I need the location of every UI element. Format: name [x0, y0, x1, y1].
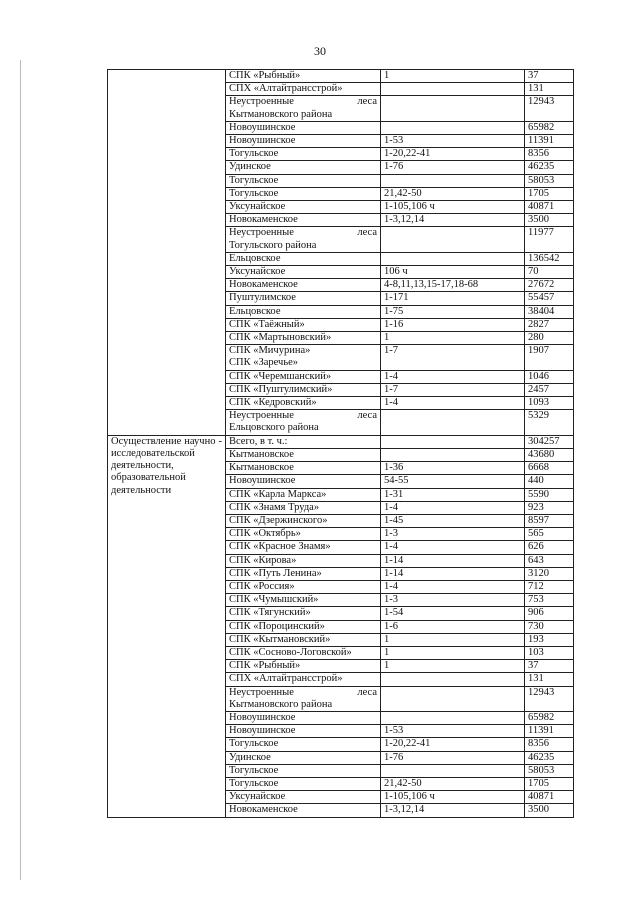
quarters-cell: 1-3 — [381, 528, 525, 541]
forestry-name-cell — [226, 397, 381, 410]
forestry-name-cell — [226, 161, 381, 174]
forestry-name-line2: Кытмановского района — [229, 108, 333, 120]
quarters-cell — [381, 686, 525, 711]
quarters-cell — [381, 764, 525, 777]
area-cell: 5329 — [525, 410, 574, 435]
forestry-name: Новоушинское — [229, 711, 296, 723]
area-cell: 2457 — [525, 383, 574, 396]
forestry-name: Новоушинское — [229, 121, 296, 133]
forestry-name: СПК «Знамя Труда» — [229, 501, 320, 513]
area-cell: 923 — [525, 501, 574, 514]
forestry-name-cell — [226, 410, 381, 435]
forestry-name-cell — [226, 214, 381, 227]
quarters-cell: 1 — [381, 660, 525, 673]
quarters-cell: 1-53 — [381, 725, 525, 738]
forestry-name-cell — [226, 580, 381, 593]
forestry-name: Удинское — [229, 751, 271, 763]
quarters-cell — [381, 448, 525, 461]
area-cell: 2827 — [525, 318, 574, 331]
forestry-name: Новокаменское — [229, 279, 298, 291]
forestry-name-cell — [226, 70, 381, 83]
area-cell: 565 — [525, 528, 574, 541]
quarters-cell: 1 — [381, 332, 525, 345]
forestry-name-cell — [226, 594, 381, 607]
quarters-cell: 1-14 — [381, 567, 525, 580]
forestry-name: Новокаменское — [229, 214, 298, 226]
area-cell: 40871 — [525, 791, 574, 804]
area-cell: 136542 — [525, 252, 574, 265]
quarters-cell: 1-4 — [381, 501, 525, 514]
forestry-name: СПК «Рыбный» — [229, 70, 301, 81]
forestry-name-cell — [226, 514, 381, 527]
quarters-cell: 1-3,12,14 — [381, 804, 525, 817]
forestry-name: Новоушинское — [229, 725, 296, 737]
area-cell: 8356 — [525, 148, 574, 161]
quarters-cell: 1-105,106 ч — [381, 791, 525, 804]
quarters-cell: 1 — [381, 633, 525, 646]
forestry-name-cell — [226, 711, 381, 724]
quarters-cell — [381, 252, 525, 265]
area-cell: 131 — [525, 83, 574, 96]
forestry-name: Уксунайское — [229, 791, 286, 803]
quarters-cell: 1-7 — [381, 383, 525, 396]
forestry-name-cell — [226, 738, 381, 751]
forestry-name-cell — [226, 633, 381, 646]
area-cell: 40871 — [525, 201, 574, 214]
forestry-name-line2: Кытмановского района — [229, 698, 333, 710]
forestry-name-cell — [226, 777, 381, 790]
quarters-cell: 54-55 — [381, 475, 525, 488]
quarters-cell: 1-76 — [381, 161, 525, 174]
forestry-name: Уксунайское — [229, 266, 286, 278]
forestry-name-cell — [226, 751, 381, 764]
forestry-name: Неустроенные леса — [229, 96, 377, 108]
forestry-name: Кытмановское — [229, 462, 294, 474]
forestry-name-cell — [226, 345, 381, 370]
forestry-name: Тогульское — [229, 777, 279, 789]
area-cell: 5590 — [525, 488, 574, 501]
area-cell: 37 — [525, 70, 574, 83]
forestry-name: СПК «Мичурина» — [229, 345, 311, 357]
forestry-name: СПК «Пороцинский» — [229, 620, 325, 632]
forestry-name-cell — [226, 764, 381, 777]
area-cell: 6668 — [525, 462, 574, 475]
forestry-name-cell — [226, 567, 381, 580]
quarters-cell: 1-7 — [381, 345, 525, 370]
forestry-name-cell — [226, 332, 381, 345]
forestry-name-cell — [226, 252, 381, 265]
area-cell: 193 — [525, 633, 574, 646]
quarters-cell: 1-54 — [381, 607, 525, 620]
quarters-cell — [381, 121, 525, 134]
table-row — [108, 70, 574, 83]
forestry-name-cell — [226, 383, 381, 396]
forestry-name: Новоушинское — [229, 135, 296, 147]
forestry-name-cell — [226, 292, 381, 305]
area-cell: 8597 — [525, 514, 574, 527]
forestry-name-cell — [226, 227, 381, 252]
quarters-cell — [381, 96, 525, 121]
forestry-name-cell — [226, 554, 381, 567]
forestry-name-cell — [226, 791, 381, 804]
area-cell: 1046 — [525, 370, 574, 383]
area-cell: 3500 — [525, 804, 574, 817]
area-cell: 643 — [525, 554, 574, 567]
area-cell: 3500 — [525, 214, 574, 227]
forestry-name-cell — [226, 620, 381, 633]
area-cell: 70 — [525, 266, 574, 279]
quarters-cell: 1 — [381, 646, 525, 659]
quarters-cell: 1-20,22-41 — [381, 148, 525, 161]
quarters-cell — [381, 711, 525, 724]
forestry-name-cell — [226, 279, 381, 292]
quarters-cell: 1-3 — [381, 594, 525, 607]
forestry-name-cell — [226, 435, 381, 448]
forestry-name-cell — [226, 370, 381, 383]
forestry-name: Неустроенные леса — [229, 410, 377, 422]
quarters-cell: 1-4 — [381, 397, 525, 410]
quarters-cell: 1-53 — [381, 135, 525, 148]
forestry-name: СПК «Мартыновский» — [229, 332, 332, 344]
forestry-name: Ельцовское — [229, 252, 281, 264]
purpose-cell — [108, 70, 226, 436]
forestry-name: Всего, в т. ч.: — [229, 435, 288, 447]
quarters-cell: 106 ч — [381, 266, 525, 279]
forestry-name-cell — [226, 725, 381, 738]
quarters-cell: 1-31 — [381, 488, 525, 501]
area-cell: 753 — [525, 594, 574, 607]
quarters-cell: 1-75 — [381, 305, 525, 318]
forestry-name-cell — [226, 96, 381, 121]
forestry-name-cell — [226, 187, 381, 200]
forestry-name-cell — [226, 804, 381, 817]
area-cell: 58053 — [525, 174, 574, 187]
area-cell: 65982 — [525, 121, 574, 134]
forestry-name-cell — [226, 135, 381, 148]
forestry-name-cell — [226, 174, 381, 187]
forestry-name: СПК «Красное Знамя» — [229, 541, 331, 553]
forestry-name: Пуштулимское — [229, 292, 296, 304]
forestry-name-cell — [226, 541, 381, 554]
forestry-name: СПК «Октябрь» — [229, 528, 301, 540]
table-row — [108, 435, 574, 448]
quarters-cell: 1-76 — [381, 751, 525, 764]
forestry-name: Тогульское — [229, 148, 279, 160]
forestry-name: Неустроенные леса — [229, 686, 377, 698]
forestry-name-cell — [226, 475, 381, 488]
forestry-name-cell — [226, 501, 381, 514]
quarters-cell: 1-4 — [381, 541, 525, 554]
forestry-name: Тогульское — [229, 764, 279, 776]
forestry-name-cell — [226, 318, 381, 331]
area-cell: 626 — [525, 541, 574, 554]
forestry-name-cell — [226, 121, 381, 134]
forestry-name-cell — [226, 673, 381, 686]
purpose-cell: Осуществление научно - исследовательской деятельности, образовательной деятельности — [108, 435, 226, 817]
forest-registry-table — [107, 69, 574, 818]
forestry-name: СПК «Кедровский» — [229, 397, 317, 409]
area-cell: 43680 — [525, 448, 574, 461]
area-cell: 11391 — [525, 725, 574, 738]
area-cell: 58053 — [525, 764, 574, 777]
forestry-name: СПХ «Алтайтрансстрой» — [229, 83, 343, 95]
area-cell: 131 — [525, 673, 574, 686]
forestry-name: Тогульское — [229, 174, 279, 186]
quarters-cell: 1-4 — [381, 370, 525, 383]
forestry-name: СПК «Пуштулимский» — [229, 383, 333, 395]
quarters-cell: 1 — [381, 70, 525, 83]
area-cell: 65982 — [525, 711, 574, 724]
forestry-name: СПК «Кытмановский» — [229, 633, 331, 645]
forestry-name-cell — [226, 266, 381, 279]
forestry-name: Кытмановское — [229, 448, 294, 460]
forestry-name: Уксунайское — [229, 201, 286, 213]
forestry-name: Новоушинское — [229, 475, 296, 487]
area-cell: 1907 — [525, 345, 574, 370]
quarters-cell: 1-14 — [381, 554, 525, 567]
forestry-name-cell — [226, 686, 381, 711]
forestry-name-cell — [226, 462, 381, 475]
area-cell: 906 — [525, 607, 574, 620]
area-cell: 12943 — [525, 686, 574, 711]
forestry-name: Ельцовское — [229, 305, 281, 317]
forestry-name-line2: Ельцовского района — [229, 422, 319, 434]
quarters-cell — [381, 410, 525, 435]
quarters-cell: 1-45 — [381, 514, 525, 527]
area-cell: 55457 — [525, 292, 574, 305]
area-cell: 730 — [525, 620, 574, 633]
forestry-name-cell — [226, 488, 381, 501]
quarters-cell — [381, 83, 525, 96]
forestry-name-cell — [226, 305, 381, 318]
forestry-name: СПК «Дзержинского» — [229, 514, 328, 526]
registry-body — [108, 70, 574, 818]
quarters-cell: 1-36 — [381, 462, 525, 475]
forestry-name-cell — [226, 83, 381, 96]
area-cell: 1093 — [525, 397, 574, 410]
forestry-name: Неустроенные леса — [229, 227, 377, 239]
quarters-cell: 21,42-50 — [381, 777, 525, 790]
area-cell: 440 — [525, 475, 574, 488]
area-cell: 304257 — [525, 435, 574, 448]
quarters-cell — [381, 174, 525, 187]
forestry-name-cell — [226, 148, 381, 161]
quarters-cell — [381, 435, 525, 448]
forestry-name-cell — [226, 660, 381, 673]
forestry-name-cell — [226, 448, 381, 461]
area-cell: 712 — [525, 580, 574, 593]
area-cell: 38404 — [525, 305, 574, 318]
forestry-name: СПК «Путь Ленина» — [229, 567, 322, 579]
forestry-name-cell — [226, 607, 381, 620]
page-number: 30 — [314, 44, 326, 58]
forestry-name-line2: СПК «Заречье» — [229, 357, 299, 369]
forestry-name: Удинское — [229, 161, 271, 173]
forestry-name: Новокаменское — [229, 804, 298, 816]
area-cell: 280 — [525, 332, 574, 345]
area-cell: 46235 — [525, 751, 574, 764]
quarters-cell — [381, 227, 525, 252]
area-cell: 27672 — [525, 279, 574, 292]
quarters-cell: 21,42-50 — [381, 187, 525, 200]
forestry-name: СПК «Таёжный» — [229, 318, 305, 330]
forestry-name-line2: Тогульского района — [229, 239, 317, 251]
area-cell: 3120 — [525, 567, 574, 580]
forestry-name: СПХ «Алтайтрансстрой» — [229, 673, 343, 685]
quarters-cell: 1-3,12,14 — [381, 214, 525, 227]
area-cell: 11391 — [525, 135, 574, 148]
forestry-name: Тогульское — [229, 187, 279, 199]
forestry-name-cell — [226, 201, 381, 214]
quarters-cell: 1-20,22-41 — [381, 738, 525, 751]
forestry-name: СПК «Чумышский» — [229, 594, 319, 606]
forestry-name-cell — [226, 528, 381, 541]
area-cell: 11977 — [525, 227, 574, 252]
area-cell: 1705 — [525, 187, 574, 200]
area-cell: 37 — [525, 660, 574, 673]
forestry-name: СПК «Кирова» — [229, 554, 297, 566]
quarters-cell: 1-6 — [381, 620, 525, 633]
quarters-cell: 1-105,106 ч — [381, 201, 525, 214]
quarters-cell: 1-171 — [381, 292, 525, 305]
area-cell: 1705 — [525, 777, 574, 790]
forestry-name: СПК «Сосново-Логовской» — [229, 646, 352, 658]
forestry-name: СПК «Черемшанский» — [229, 370, 332, 382]
area-cell: 103 — [525, 646, 574, 659]
forestry-name: СПК «Тягунский» — [229, 607, 311, 619]
forestry-name: СПК «Карла Маркса» — [229, 488, 327, 500]
quarters-cell: 4-8,11,13,15-17,18-68 — [381, 279, 525, 292]
quarters-cell: 1-16 — [381, 318, 525, 331]
page-edge-line — [20, 60, 21, 880]
area-cell: 46235 — [525, 161, 574, 174]
area-cell: 8356 — [525, 738, 574, 751]
quarters-cell — [381, 673, 525, 686]
area-cell: 12943 — [525, 96, 574, 121]
forestry-name: СПК «Россия» — [229, 580, 295, 592]
forestry-name: Тогульское — [229, 738, 279, 750]
quarters-cell: 1-4 — [381, 580, 525, 593]
forestry-name-cell — [226, 646, 381, 659]
forestry-name: СПК «Рыбный» — [229, 660, 301, 672]
